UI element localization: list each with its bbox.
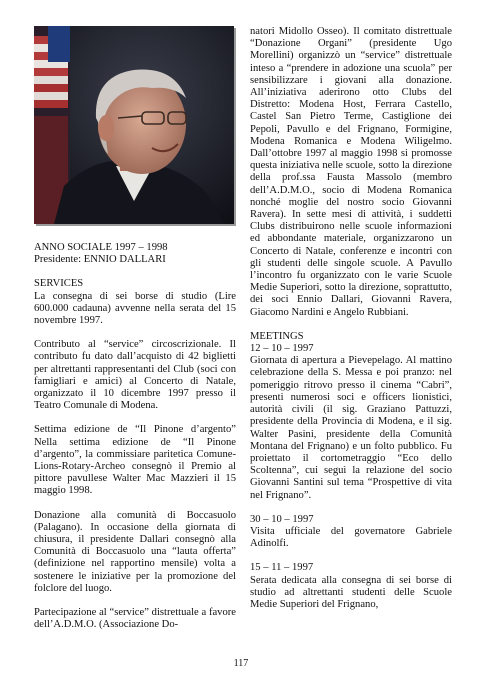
president-line: Presidente: ENNIO DALLARI	[34, 254, 166, 266]
services-heading: SERVICES	[34, 278, 84, 290]
left-column	[34, 26, 236, 631]
services-paragraph-4: Donazione alla comunità di Boccasuolo (Palagano). In occasione della giornata di chiusura, il presidente Dallari consegnò alla Comunità di Boccasuolo una “lauta offerta” (definizione nel rapportino mensile) volta a sostenere le iniziative per la promozione del folclore del luogo.	[34, 509, 236, 594]
services-paragraph-3: Settima edizione de “Il Pinone d’argento” Nella settima edizione de “Il Pinone d’argento”, la commissiare paritetica Comune-Lions-Rotary-Archeo consegnò il Premio al pittore pavullese Walter Mac Mazzieri il 15 maggio 1998.	[34, 424, 236, 497]
services-paragraph-1: La consegna di sei borse di studio (Lire 600.000 cadauna) avvenne nella serata del 15 novembre 1997.	[34, 290, 236, 327]
meeting-1-text: Giornata di apertura a Pievepelago. Al mattino celebrazione della S. Messa e poi pranzo: nel pomeriggio ritrovo presso il cinema “Cabri”, presenti numerosi soci e officers lionistici, autorità civili (il sig. Graziano Pattuzzi, presidente della Provincia di Modena, e il sig. Walter Pasini, presidente della Comunità Montana del Frignano) e un folto pubblico. Fu proiettato il cortometraggio “Eco dello Scoltenna”, cui seguì la relazione del socio Giovanni Santini sul tema “Prospettive di vita nel Frignano”.	[250, 355, 452, 501]
meeting-2-date: 30 – 10 – 1997	[250, 513, 314, 525]
portrait-photo	[34, 26, 234, 224]
meeting-3-text: Serata dedicata alla consegna di sei borse di studio ad altrettanti studenti delle Scuole Medie Superiori del Frignano,	[250, 574, 452, 610]
meeting-2-text: Visita ufficiale del governatore Gabriele Adinolfi.	[250, 525, 452, 550]
right-column	[250, 26, 452, 611]
meeting-1-date: 12 – 10 – 1997	[250, 343, 314, 355]
meetings-heading: MEETINGS	[250, 330, 304, 342]
admo-paragraph: natori Midollo Osseo). Il comitato distrettuale “Donazione Organi” (presidente Ugo Morellini) organizzò un “service” distrettuale inteso a “prendere in adozione una scuola” per sensibilizzare i giovani alla donazione. All’iniziativa aderirono otto Clubs del Distretto: Modena Host, Ferrara Castello, Castel San Pietro Terme, Castiglione dei Pepoli, Pavullo e del Frignano, Formigine, Modena Romanica e Modena Wiligelmo. Dall’ottobre 1997 al maggio 1998 si promosse questa iniziativa nelle scuole, sotto la direzione della prof.ssa Fausta Massolo (membro dell’A.D.M.O., socio di Modena Romanica nonché moglie del nostro socio Giovanni Ravera). In sette mesi di attività, i suddetti Clubs distribuirono nelle scuole informazioni ed abbondante materiale, organizzarono un Concerto di Natale, conferenze e incontri con gli studenti delle singole scuole. A Pavullo l’incontro fu organizzato con le varie Scuole Medie Superiori, sotto la direzione, soprattutto, dei soci Ennio Dallari, Giovanni Ravera, Giacomo Nardini e Angelo Rubbiani.	[250, 26, 452, 318]
services-paragraph-5: Partecipazione al “service” distrettuale a favore dell’A.D.M.O. (Associazione Do-	[34, 607, 236, 631]
page-number: 117	[233, 658, 249, 669]
meeting-3-date: 15 – 11 – 1997	[250, 562, 314, 574]
services-paragraph-2: Contributo al “service” circoscrizionale. Il contributo fu dato dall’acquisto di 42 biglietti per altrettanti rappresentanti del Club (soci con famigliari e amici) al Concerto di Natale, organizzato il 10 dicembre 1997 presso il Teatro Comunale di Modena.	[34, 339, 236, 412]
year-line: ANNO SOCIALE 1997 – 1998	[34, 242, 168, 253]
